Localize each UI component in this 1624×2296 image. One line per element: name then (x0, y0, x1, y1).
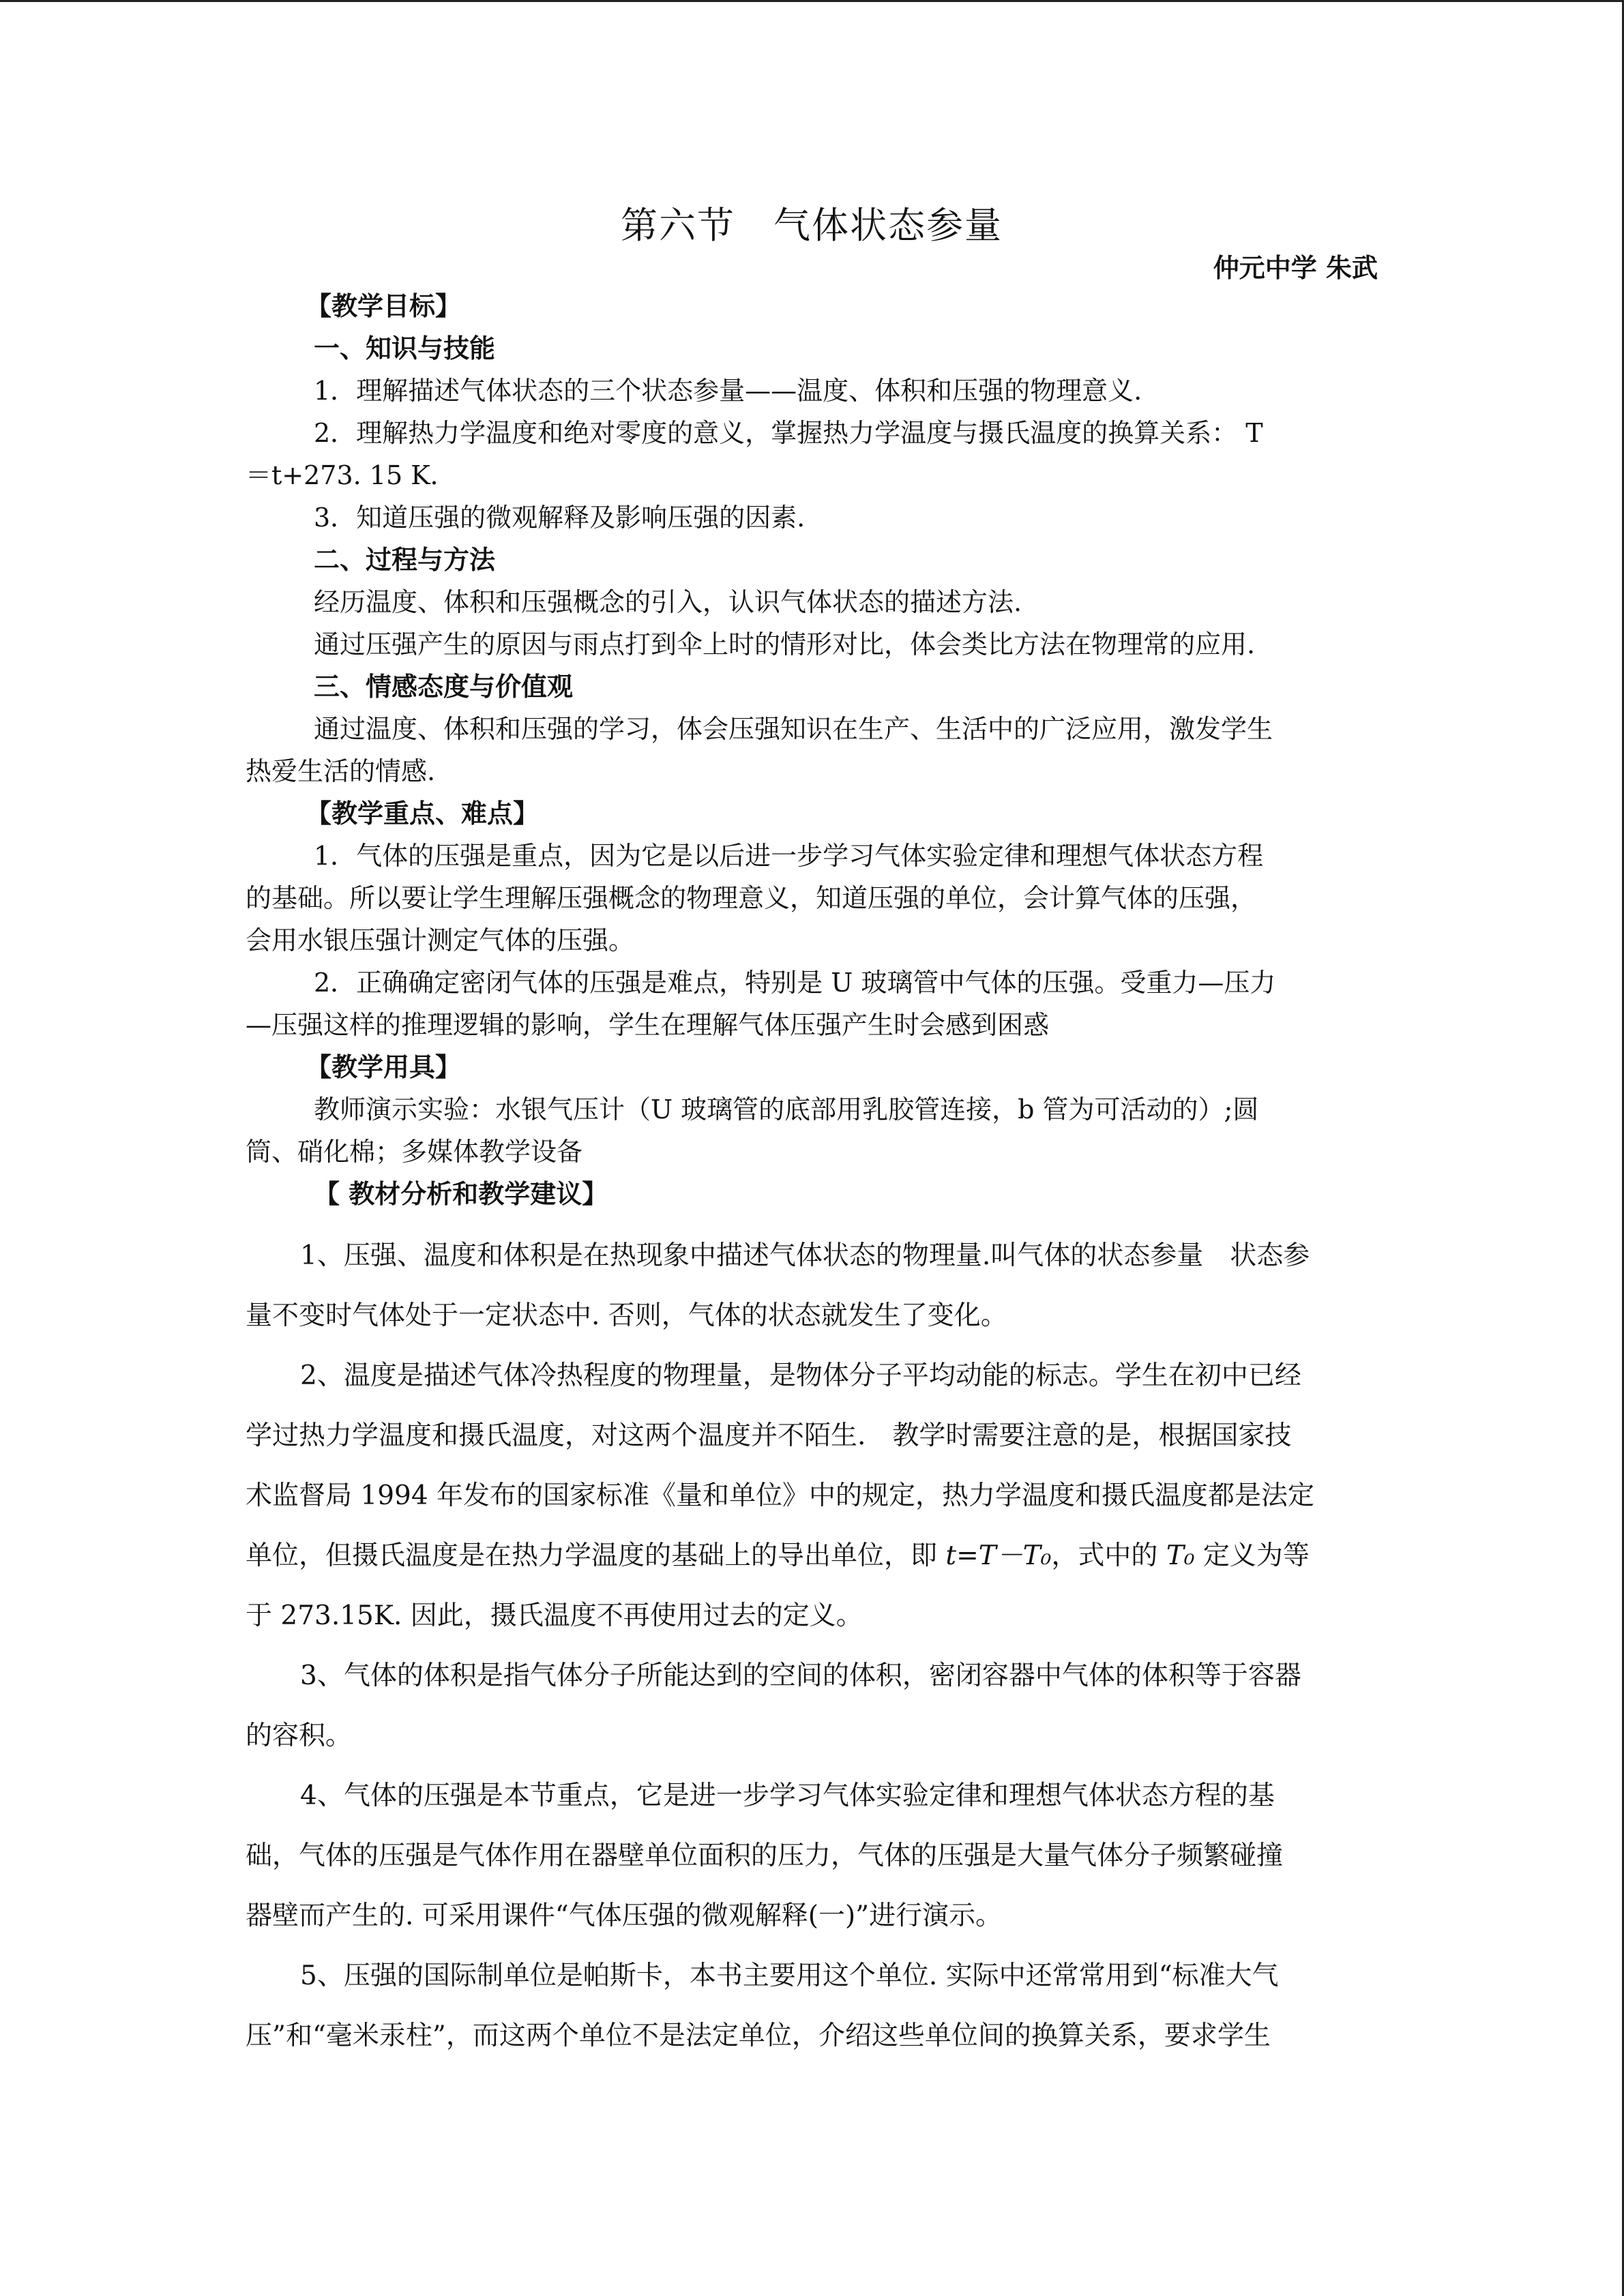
analysis-p2-line-5: 于 273.15K. 因此，摄氏温度不再使用过去的定义。 (246, 1600, 863, 1631)
author: 仲元中学 朱武 (1213, 252, 1378, 283)
tools-line-1: 教师演示实验：水银气压计（U 玻璃管的底部用乳胶管连接，b 管为可活动的）;圆 (314, 1094, 1259, 1124)
analysis-p4-line-3: 器壁而产生的. 可采用课件“气体压强的微观解释(一)”进行演示。 (246, 1900, 1003, 1931)
tools-heading: 【教学用具】 (306, 1052, 462, 1082)
analysis-p2-line-1: 2、温度是描述气体冷热程度的物理量，是物体分子平均动能的标志。学生在初中已经 (300, 1360, 1301, 1391)
analysis-body (246, 1226, 1378, 2066)
keypoint-1-line-1: 1．气体的压强是重点，因为它是以后进一步学习气体实验定律和理想气体状态方程 (314, 841, 1264, 871)
keypoint-1-line-2: 的基础。所以要让学生理解压强概念的物理意义，知道压强的单位，会计算气体的压强， (246, 883, 1257, 913)
analysis-heading: 【 教材分析和教学建议】 (314, 1178, 608, 1209)
analysis-p2-line-4-c: 定义为等 (1194, 1540, 1310, 1571)
analysis-p4-line-1: 4、气体的压强是本节重点，它是进一步学习气体实验定律和理想气体状态方程的基 (300, 1780, 1275, 1811)
analysis-p3-line-2: 的容积。 (246, 1720, 353, 1751)
emotion-heading: 三、情感态度与价值观 (314, 671, 574, 702)
analysis-section (246, 1173, 1378, 1215)
knowledge-item-2-line-1: 2．理解热力学温度和绝对零度的意义，掌握热力学温度与摄氏温度的换算关系： T (314, 418, 1263, 448)
analysis-p5-line-1: 5、压强的国际制单位是帕斯卡，本书主要用这个单位. 实际中还常常用到“标准大气 (300, 1960, 1279, 1991)
top-border (0, 0, 1624, 2)
tools-line-2: 筒、硝化棉；多媒体教学设备 (246, 1137, 583, 1167)
analysis-p2-line-4-b: ，式中的 (1051, 1540, 1166, 1571)
analysis-p2-line-4 (246, 1526, 1378, 1586)
goals-heading: 【教学目标】 (306, 290, 462, 321)
keypoint-1-line-3: 会用水银压强计测定气体的压强。 (246, 925, 635, 955)
analysis-p3-line-1: 3、气体的体积是指气体分子所能达到的空间的体积，密闭容器中气体的体积等于容器 (300, 1660, 1301, 1691)
keypoint-2-line-2: —压强这样的推理逻辑的影响，学生在理解气体压强产生时会感到困惑 (246, 1010, 1050, 1040)
analysis-p2-line-3: 术监督局 1994 年发布的国家标准《量和单位》中的规定，热力学温度和摄氏温度都是法定 (246, 1480, 1315, 1511)
analysis-p1-line-2: 量不变时气体处于一定状态中. 否则，气体的状态就发生了变化。 (246, 1300, 1007, 1331)
knowledge-heading: 一、知识与技能 (314, 333, 496, 363)
analysis-p2-line-2: 学过热力学温度和摄氏温度，对这两个温度并不陌生. 教学时需要注意的是，根据国家技 (246, 1420, 1292, 1451)
t0-symbol: T₀ (1166, 1540, 1195, 1571)
page-title: 第六节 气体状态参量 (621, 204, 1003, 247)
analysis-p5-line-2: 压”和“毫米汞柱”，而这两个单位不是法定单位，介绍这些单位间的换算关系，要求学生 (246, 2021, 1271, 2051)
keypoints-heading: 【教学重点、难点】 (306, 798, 540, 829)
analysis-p2-line-4-a: 单位，但摄氏温度是在热力学温度的基础上的导出单位，即 (246, 1540, 946, 1571)
process-line-1: 经历温度、体积和压强概念的引入，认识气体状态的描述方法. (314, 587, 1022, 617)
temperature-formula: t=T－T₀ (945, 1540, 1052, 1571)
emotion-line-2: 热爱生活的情感. (246, 756, 436, 786)
goals-section (246, 285, 1378, 792)
analysis-p1-line-1: 1、压强、温度和体积是在热现象中描述气体状态的物理量.叫气体的状态参量 状态参 (300, 1240, 1310, 1271)
emotion-line-1: 通过温度、体积和压强的学习，体会压强知识在生产、生活中的广泛应用，激发学生 (314, 714, 1273, 744)
knowledge-item-2-line-2: ＝t+273. 15 K． (246, 460, 456, 490)
knowledge-item-1: 1．理解描述气体状态的三个状态参量——温度、体积和压强的物理意义. (314, 376, 1142, 406)
keypoint-2-line-1: 2．正确确定密闭气体的压强是难点，特别是 U 玻璃管中气体的压强。受重力—压力 (314, 968, 1276, 998)
keypoints-section (246, 792, 1378, 1046)
tools-section (246, 1046, 1378, 1173)
process-line-2: 通过压强产生的原因与雨点打到伞上时的情形对比，体会类比方法在物理常的应用. (314, 629, 1256, 659)
knowledge-item-3: 3．知道压强的微观解释及影响压强的因素. (314, 503, 806, 533)
analysis-p4-line-2: 础，气体的压强是气体作用在器壁单位面积的压力，气体的压强是大量气体分子频繁碰撞 (246, 1840, 1284, 1871)
process-heading: 二、过程与方法 (314, 544, 496, 575)
